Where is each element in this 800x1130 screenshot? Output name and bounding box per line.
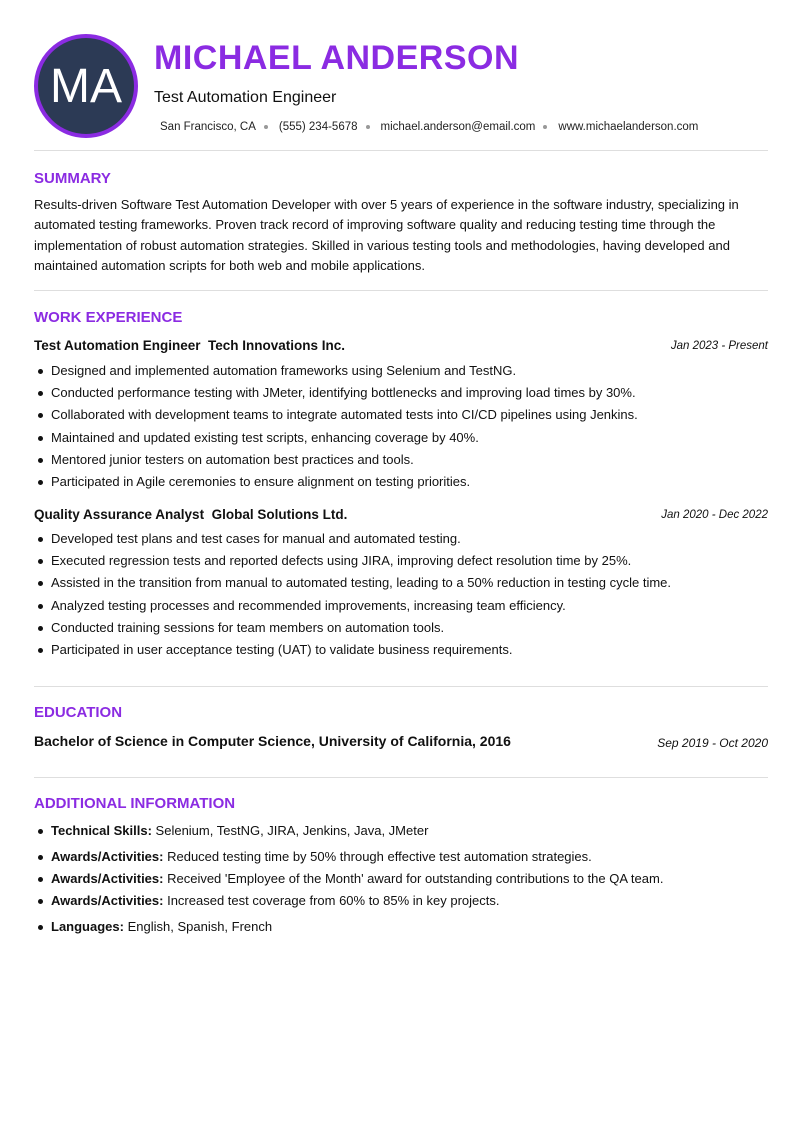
candidate-title: Test Automation Engineer [154,89,337,106]
list-item [34,870,768,892]
additional-list [34,822,768,940]
item-value: Received 'Employee of the Month' award for outstanding contributions to the QA team. [167,871,664,886]
job-company: Tech Innovations Inc. [208,338,346,353]
avatar: MA [34,34,138,138]
list-item: Participated in Agile ceremonies to ensure alignment on testing priorities. [34,473,768,495]
section-divider [34,150,768,151]
item-value: Reduced testing time by 50% through effective test automation strategies. [167,849,592,864]
additional-heading: ADDITIONAL INFORMATION [34,795,236,812]
list-item: Collaborated with development teams to integrate automated tests into CI/CD pipelines using Jenkins. [34,406,768,428]
separator-dot-icon [366,125,370,129]
job-role: Quality Assurance Analyst [34,507,205,522]
summary-heading: SUMMARY [34,170,111,187]
job-title-company [34,338,345,353]
list-item [34,918,768,940]
section-divider [34,290,768,291]
contact-line [160,121,698,133]
item-value: Increased test coverage from 60% to 85% in key projects. [167,893,500,908]
item-label: Awards/Activities: [51,871,164,886]
contact-phone[interactable]: (555) 234-5678 [278,121,358,133]
list-item: Conducted training sessions for team members on automation tools. [34,619,768,641]
experience-heading: WORK EXPERIENCE [34,309,183,326]
separator-dot-icon [264,125,268,129]
item-label: Technical Skills: [51,823,152,838]
list-item: Assisted in the transition from manual to automated testing, leading to a 50% reduction in testing cycle time. [34,574,768,596]
list-item: Developed test plans and test cases for manual and automated testing. [34,530,768,552]
job-dates: Jan 2020 - Dec 2022 [661,509,768,521]
summary-text: Results-driven Software Test Automation Developer with over 5 years of experience in the software industry, specializing in automated testing frameworks. Proven track record of improving software quality and reducing testing time through the implementation of robust automation strategies. Skilled in various testing tools and methodologies, having developed and maintained automation scripts for both web and mobile applications. [34,197,739,273]
section-divider [34,686,768,687]
list-item [34,892,768,918]
job-title-company [34,507,347,522]
contact-email[interactable]: michael.anderson@email.com [380,121,536,133]
job-bullets [34,530,768,663]
list-item: Designed and implemented automation frameworks using Selenium and TestNG. [34,362,768,384]
job-dates: Jan 2023 - Present [670,340,768,352]
education-entry [34,733,768,753]
list-item: Participated in user acceptance testing (UAT) to validate business requirements. [34,641,768,663]
section-divider [34,777,768,778]
separator-dot-icon [543,125,547,129]
candidate-name: MICHAEL ANDERSON [154,39,520,77]
education-dates: Sep 2019 - Oct 2020 [657,736,768,750]
list-item [34,822,768,848]
job-company: Global Solutions Ltd. [211,507,348,522]
list-item: Conducted performance testing with JMeter, identifying bottlenecks and improving load times by 30%. [34,384,768,406]
list-item [34,848,768,870]
list-item: Analyzed testing processes and recommended improvements, increasing team efficiency. [34,597,768,619]
list-item: Mentored junior testers on automation best practices and tools. [34,451,768,473]
list-item: Maintained and updated existing test scripts, enhancing coverage by 40%. [34,429,768,451]
item-value: English, Spanish, French [127,919,273,934]
contact-location: San Francisco, CA [160,121,256,133]
job-bullets [34,362,768,495]
item-label: Languages: [51,919,124,934]
job-header [34,507,768,525]
job-header [34,338,768,356]
education-heading: EDUCATION [34,704,123,721]
contact-website[interactable]: www.michaelanderson.com [558,121,699,133]
resume-header [34,34,768,138]
item-label: Awards/Activities: [51,893,164,908]
item-value: Selenium, TestNG, JIRA, Jenkins, Java, JMeter [155,823,429,838]
list-item: Executed regression tests and reported defects using JIRA, improving defect resolution time by 25%. [34,552,768,574]
education-degree: Bachelor of Science in Computer Science, University of California, 2016 [34,733,511,749]
job-role: Test Automation Engineer [34,338,201,353]
item-label: Awards/Activities: [51,849,164,864]
